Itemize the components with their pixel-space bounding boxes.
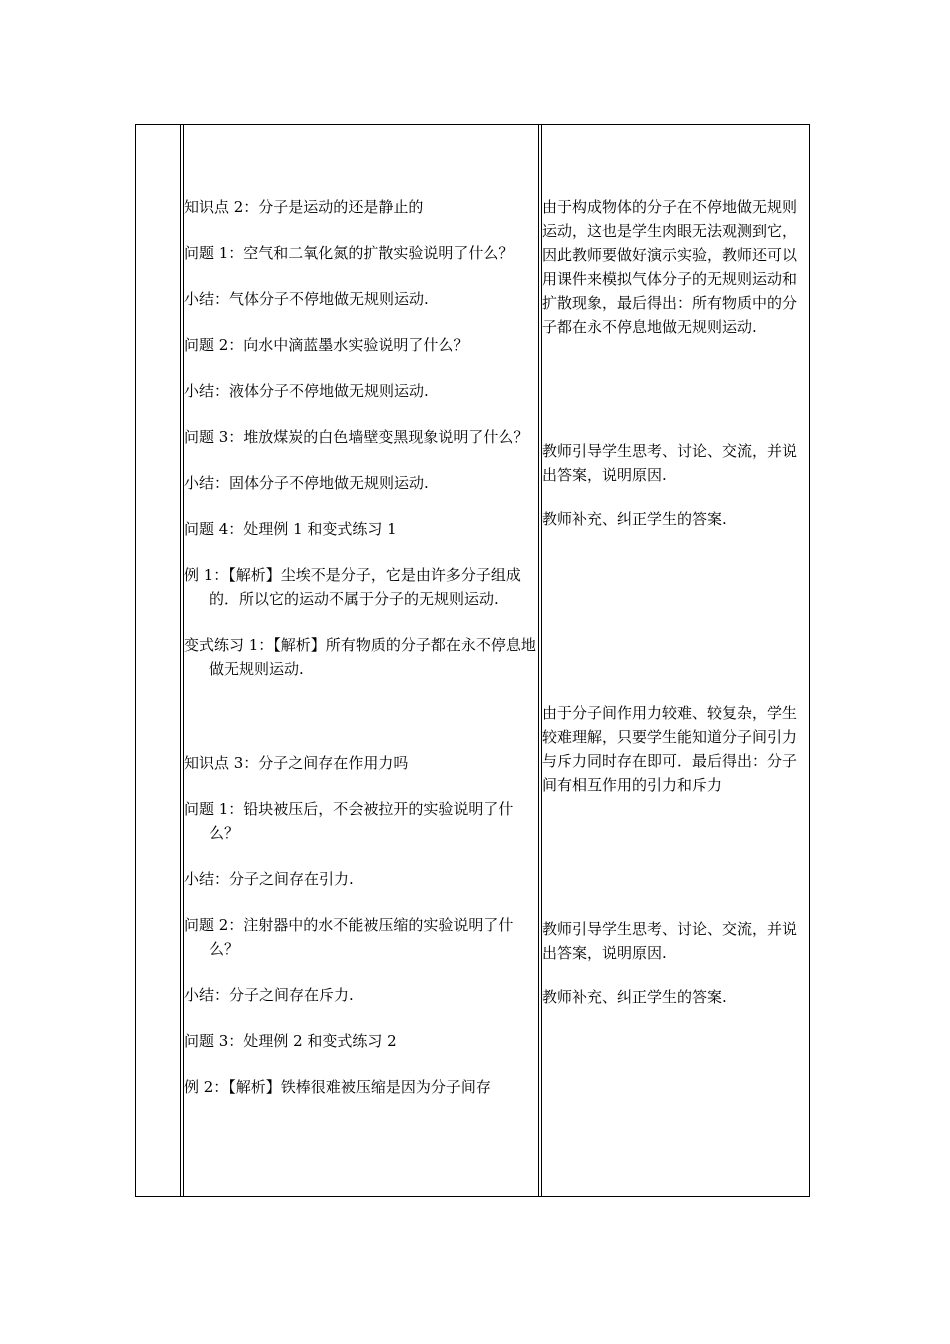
teaching-content-cell: [184, 195, 538, 1099]
teacher-activity-cell: [542, 439, 810, 531]
question-item: 问题 1：铅块被压后，不会被拉开的实验说明了什么？: [184, 800, 514, 842]
summary-item: 小结：气体分子不停地做无规则运动.: [184, 290, 429, 308]
example-item: 例 1：【解析】尘埃不是分子，它是由许多分子组成的．所以它的运动不属于分子的无规则运动.: [184, 566, 521, 608]
teacher-activity-cell: [542, 195, 810, 339]
activity-note: 由于分子间作用力较难、较复杂，学生较难理解，只要学生能知道分子间引力与斥力同时存在即可．最后得出：分子间有相互作用的引力和斥力: [542, 704, 798, 794]
question-item: 问题 4：处理例 1 和变式练习 1: [184, 520, 397, 538]
question-item: 问题 1：空气和二氧化氮的扩散实验说明了什么？: [184, 244, 514, 262]
question-item: 问题 2：注射器中的水不能被压缩的实验说明了什么？: [184, 916, 514, 958]
summary-item: 小结：液体分子不停地做无规则运动.: [184, 382, 429, 400]
summary-item: 小结：固体分子不停地做无规则运动.: [184, 474, 429, 492]
activity-note: 由于构成物体的分子在不停地做无规则运动，这也是学生肉眼无法观测到它，因此教师要做好演示实验，教师还可以用课件来模拟气体分子的无规则运动和扩散现象，最后得出：所有物质中的分子都在永不停息地做无规则运动.: [542, 198, 798, 336]
section-heading: 知识点 3：分子之间存在作用力吗: [184, 754, 409, 772]
activity-note: 教师引导学生思考、讨论、交流，并说出答案，说明原因.: [542, 442, 798, 484]
summary-item: 小结：分子之间存在斥力.: [184, 986, 354, 1004]
activity-note: 教师补充、纠正学生的答案.: [542, 510, 727, 528]
column-divider: [180, 124, 181, 1197]
section-heading: 知识点 2：分子是运动的还是静止的: [184, 198, 424, 216]
exercise-item: 变式练习 1：【解析】所有物质的分子都在永不停息地做无规则运动.: [184, 636, 536, 678]
teacher-activity-cell: [542, 917, 810, 1009]
example-item: 例 2：【解析】铁棒很难被压缩是因为分子间存: [184, 1078, 491, 1096]
question-item: 问题 3：处理例 2 和变式练习 2: [184, 1032, 397, 1050]
activity-note: 教师补充、纠正学生的答案.: [542, 988, 727, 1006]
question-item: 问题 3：堆放煤炭的白色墙壁变黑现象说明了什么？: [184, 428, 529, 446]
teacher-activity-cell: [542, 701, 810, 797]
column-divider: [538, 124, 539, 1197]
summary-item: 小结：分子之间存在引力.: [184, 870, 354, 888]
question-item: 问题 2：向水中滴蓝墨水实验说明了什么？: [184, 336, 469, 354]
activity-note: 教师引导学生思考、讨论、交流，并说出答案，说明原因.: [542, 920, 798, 962]
